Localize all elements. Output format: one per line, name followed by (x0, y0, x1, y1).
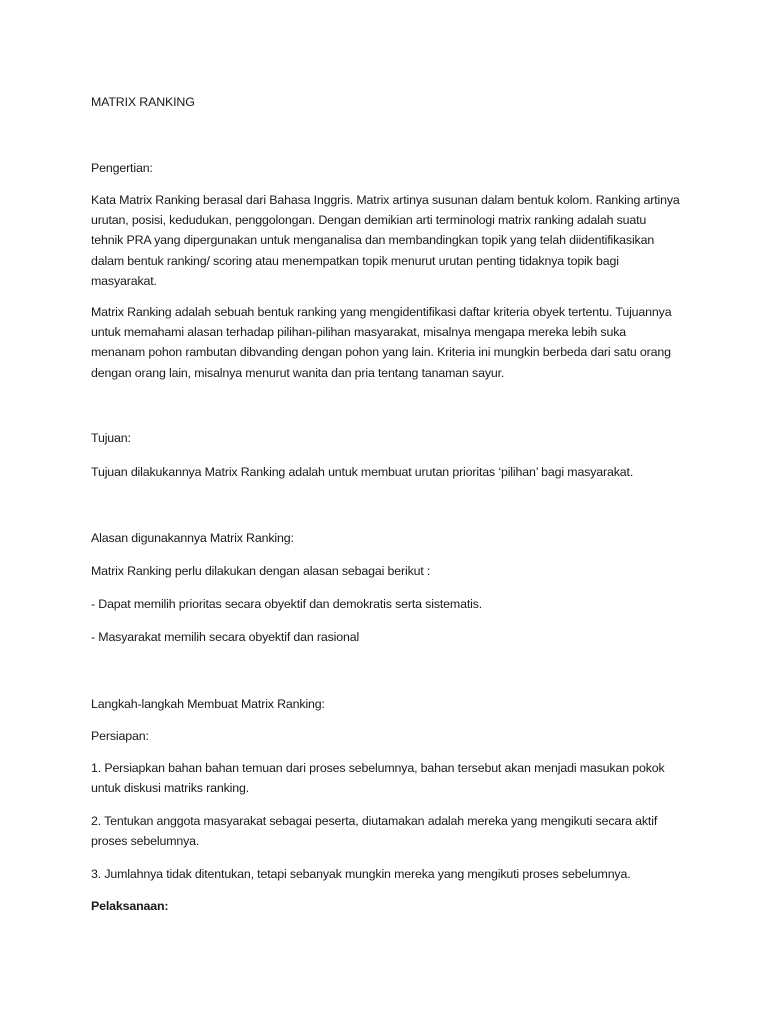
tujuan-heading: Tujuan: (91, 431, 131, 445)
alasan-item: - Dapat memilih prioritas secara obyektif dan demokratis serta sistematis. (91, 597, 483, 611)
langkah-heading: Langkah-langkah Membuat Matrix Ranking: (91, 697, 325, 711)
alasan-item: - Masyarakat memilih secara obyektif dan rasional (91, 630, 360, 644)
persiapan-step: 2. Tentukan anggota masyarakat sebagai peserta, diutamakan adalah mereka yang mengikuti secara aktif proses sebelumnya. (91, 814, 658, 849)
alasan-heading: Alasan digunakannya Matrix Ranking: (91, 531, 294, 545)
pengertian-paragraph-1: Kata Matrix Ranking berasal dari Bahasa Inggris. Matrix artinya susunan dalam bentuk kolom. Ranking artinya urutan, posisi, kedudukan, penggolongan. Dengan demikian arti terminologi matrix ranking adalah suatu tehnik PRA yang dipergunakan untuk menganalisa dan membandingkan topik yang telah diidentifikasikan dalam bentuk ranking/ scoring atau menempatkan topik menurut urutan penting tidaknya topik bagi masyarakat. (91, 193, 680, 288)
persiapan-step: 1. Persiapkan bahan bahan temuan dari proses sebelumnya, bahan tersebut akan menjadi masukan pokok untuk diskusi matriks ranking. (91, 761, 665, 796)
persiapan-step: 3. Jumlahnya tidak ditentukan, tetapi sebanyak mungkin mereka yang mengikuti proses sebelumnya. (91, 867, 631, 881)
pengertian-paragraph-2: Matrix Ranking adalah sebuah bentuk ranking yang mengidentifikasi daftar kriteria obyek tertentu. Tujuannya untuk memahami alasan terhadap pilihan-pilihan masyarakat, misalnya mengapa mereka lebih suka menanam pohon rambutan dibvanding dengan pohon yang lain. Kriteria ini mungkin berbeda dari satu orang dengan orang lain, misalnya menurut wanita dan pria tentang tanaman sayur. (91, 305, 672, 380)
pengertian-heading: Pengertian: (91, 161, 153, 175)
tujuan-paragraph: Tujuan dilakukannya Matrix Ranking adalah untuk membuat urutan prioritas ‘pilihan’ bagi masyarakat. (91, 465, 634, 479)
alasan-intro: Matrix Ranking perlu dilakukan dengan alasan sebagai berikut : (91, 564, 431, 578)
persiapan-heading: Persiapan: (91, 729, 149, 743)
document-title: MATRIX RANKING (91, 95, 195, 109)
pelaksanaan-heading: Pelaksanaan: (91, 899, 169, 913)
